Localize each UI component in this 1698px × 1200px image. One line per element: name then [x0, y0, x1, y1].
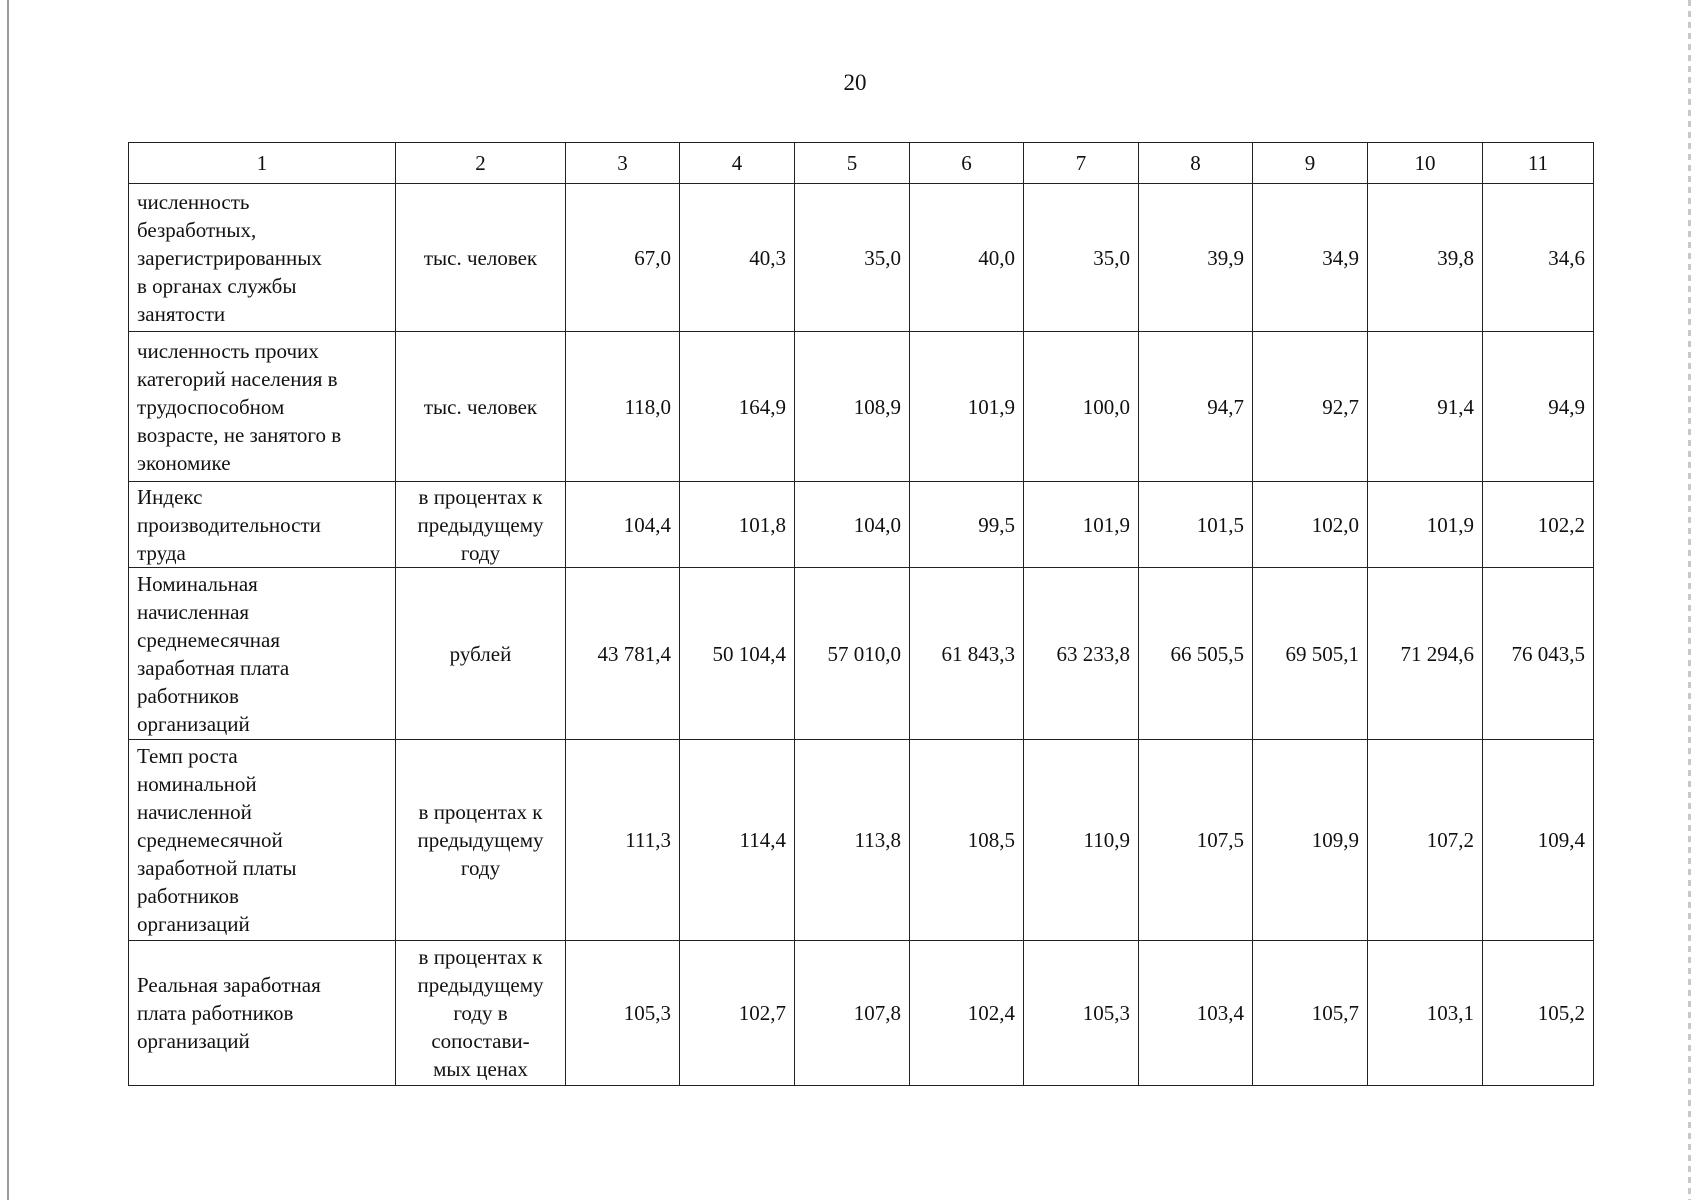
- indicator-line: занятости: [137, 301, 226, 326]
- table-row: [129, 184, 1594, 332]
- column-number: 6: [910, 143, 1024, 184]
- unit-line: предыдущему: [417, 828, 544, 852]
- indicator-line: плата работников: [137, 1001, 294, 1025]
- page-number: 20: [843, 70, 867, 95]
- indicator-line: в органах службы: [137, 273, 297, 298]
- unit-line: году в: [453, 1001, 508, 1025]
- value-cell: 107,8: [795, 941, 910, 1086]
- indicator-cell: [129, 740, 396, 941]
- value-cell: 164,9: [680, 332, 795, 482]
- value-cell: 101,9: [910, 332, 1024, 482]
- indicator-line: организаций: [137, 1029, 250, 1053]
- indicator-line: работников: [137, 884, 239, 908]
- unit-cell: [396, 184, 566, 332]
- value-cell: 101,9: [1024, 482, 1139, 568]
- value-cell: 107,2: [1368, 740, 1483, 941]
- value-cell: 40,0: [910, 184, 1024, 332]
- value-cell: 118,0: [566, 332, 680, 482]
- value-cell: 105,3: [566, 941, 680, 1086]
- indicator-line: Реальная заработная: [137, 973, 321, 997]
- value-cell: 76 043,5: [1483, 568, 1594, 740]
- value-cell: 94,7: [1139, 332, 1253, 482]
- value-cell: 102,4: [910, 941, 1024, 1086]
- value-cell: 109,4: [1483, 740, 1594, 941]
- value-cell: 67,0: [566, 184, 680, 332]
- scan-left-edge: [7, 0, 9, 1200]
- indicator-line: начисленной: [137, 800, 252, 824]
- indicator-cell: [129, 482, 396, 568]
- column-number: 4: [680, 143, 795, 184]
- unit-line: мых ценах: [433, 1057, 528, 1081]
- value-cell: 39,8: [1368, 184, 1483, 332]
- unit-line: сопостави-: [431, 1029, 530, 1053]
- column-number: 9: [1253, 143, 1368, 184]
- unit-line: предыдущему: [417, 512, 544, 537]
- column-number: 7: [1024, 143, 1139, 184]
- indicator-cell: [129, 568, 396, 740]
- value-cell: 101,9: [1368, 482, 1483, 568]
- table-row: [129, 568, 1594, 740]
- value-cell: 71 294,6: [1368, 568, 1483, 740]
- value-cell: 111,3: [566, 740, 680, 941]
- indicator-line: среднемесячная: [137, 627, 281, 652]
- data-table: [128, 142, 1594, 1086]
- value-cell: 105,7: [1253, 941, 1368, 1086]
- unit-cell: [396, 482, 566, 568]
- value-cell: 104,4: [566, 482, 680, 568]
- indicator-line: Номинальная: [137, 571, 258, 596]
- indicator-line: организаций: [137, 711, 250, 736]
- value-cell: 105,3: [1024, 941, 1139, 1086]
- indicator-line: Индекс: [137, 484, 203, 509]
- value-cell: 108,9: [795, 332, 910, 482]
- value-cell: 63 233,8: [1024, 568, 1139, 740]
- scan-right-edge: [1688, 0, 1691, 1200]
- unit-line: в процентах к: [418, 945, 543, 969]
- value-cell: 99,5: [910, 482, 1024, 568]
- unit-line: году: [460, 540, 501, 565]
- unit-cell: [396, 740, 566, 941]
- unit-line: году: [460, 856, 501, 880]
- unit-line: предыдущему: [417, 973, 544, 997]
- indicator-line: номинальной: [137, 772, 257, 796]
- unit-cell: [396, 332, 566, 482]
- value-cell: 40,3: [680, 184, 795, 332]
- value-cell: 61 843,3: [910, 568, 1024, 740]
- indicator-cell: [129, 184, 396, 332]
- column-number-row: [129, 143, 1594, 184]
- column-number: 3: [566, 143, 680, 184]
- value-cell: 104,0: [795, 482, 910, 568]
- indicator-line: экономике: [137, 450, 231, 475]
- table-row: [129, 332, 1594, 482]
- value-cell: 94,9: [1483, 332, 1594, 482]
- value-cell: 34,9: [1253, 184, 1368, 332]
- indicator-line: возрасте, не занятого в: [137, 422, 342, 447]
- value-cell: 109,9: [1253, 740, 1368, 941]
- column-number: 5: [795, 143, 910, 184]
- indicator-cell: [129, 332, 396, 482]
- indicator-cell: [129, 941, 396, 1086]
- value-cell: 110,9: [1024, 740, 1139, 941]
- value-cell: 101,5: [1139, 482, 1253, 568]
- indicator-line: производительности: [137, 512, 321, 537]
- table-row: [129, 740, 1594, 941]
- value-cell: 43 781,4: [566, 568, 680, 740]
- value-cell: 102,0: [1253, 482, 1368, 568]
- indicator-line: трудоспособном: [137, 394, 285, 419]
- value-cell: 57 010,0: [795, 568, 910, 740]
- indicator-line: работников: [137, 683, 239, 708]
- unit-line: в процентах к: [418, 800, 543, 824]
- indicator-line: зарегистрированных: [137, 245, 322, 270]
- indicator-line: организаций: [137, 912, 250, 936]
- indicator-line: начисленная: [137, 599, 250, 624]
- unit-line: рублей: [449, 641, 512, 666]
- value-cell: 39,9: [1139, 184, 1253, 332]
- indicator-line: среднемесячной: [137, 828, 283, 852]
- value-cell: 113,8: [795, 740, 910, 941]
- indicator-line: заработной платы: [137, 856, 297, 880]
- value-cell: 114,4: [680, 740, 795, 941]
- value-cell: 102,2: [1483, 482, 1594, 568]
- value-cell: 34,6: [1483, 184, 1594, 332]
- value-cell: 69 505,1: [1253, 568, 1368, 740]
- column-number: 1: [129, 143, 396, 184]
- indicator-line: Темп роста: [137, 744, 238, 768]
- column-number: 2: [396, 143, 566, 184]
- unit-line: тыс. человек: [423, 245, 538, 270]
- value-cell: 91,4: [1368, 332, 1483, 482]
- value-cell: 35,0: [795, 184, 910, 332]
- indicator-line: заработная плата: [137, 655, 290, 680]
- value-cell: 107,5: [1139, 740, 1253, 941]
- value-cell: 50 104,4: [680, 568, 795, 740]
- value-cell: 92,7: [1253, 332, 1368, 482]
- table-row: [129, 941, 1594, 1086]
- column-number: 8: [1139, 143, 1253, 184]
- unit-cell: [396, 941, 566, 1086]
- value-cell: 35,0: [1024, 184, 1139, 332]
- indicator-line: труда: [137, 540, 186, 565]
- value-cell: 105,2: [1483, 941, 1594, 1086]
- indicator-line: численность прочих: [137, 338, 319, 363]
- value-cell: 101,8: [680, 482, 795, 568]
- indicator-line: безработных,: [137, 217, 257, 242]
- unit-line: в процентах к: [418, 484, 543, 509]
- table-row: [129, 482, 1594, 568]
- value-cell: 103,1: [1368, 941, 1483, 1086]
- indicator-line: категорий населения в: [137, 366, 338, 391]
- unit-cell: [396, 568, 566, 740]
- value-cell: 100,0: [1024, 332, 1139, 482]
- column-number: 11: [1483, 143, 1594, 184]
- unit-line: тыс. человек: [423, 394, 538, 419]
- column-number: 10: [1368, 143, 1483, 184]
- value-cell: 102,7: [680, 941, 795, 1086]
- value-cell: 103,4: [1139, 941, 1253, 1086]
- value-cell: 108,5: [910, 740, 1024, 941]
- indicator-line: численность: [137, 189, 250, 214]
- value-cell: 66 505,5: [1139, 568, 1253, 740]
